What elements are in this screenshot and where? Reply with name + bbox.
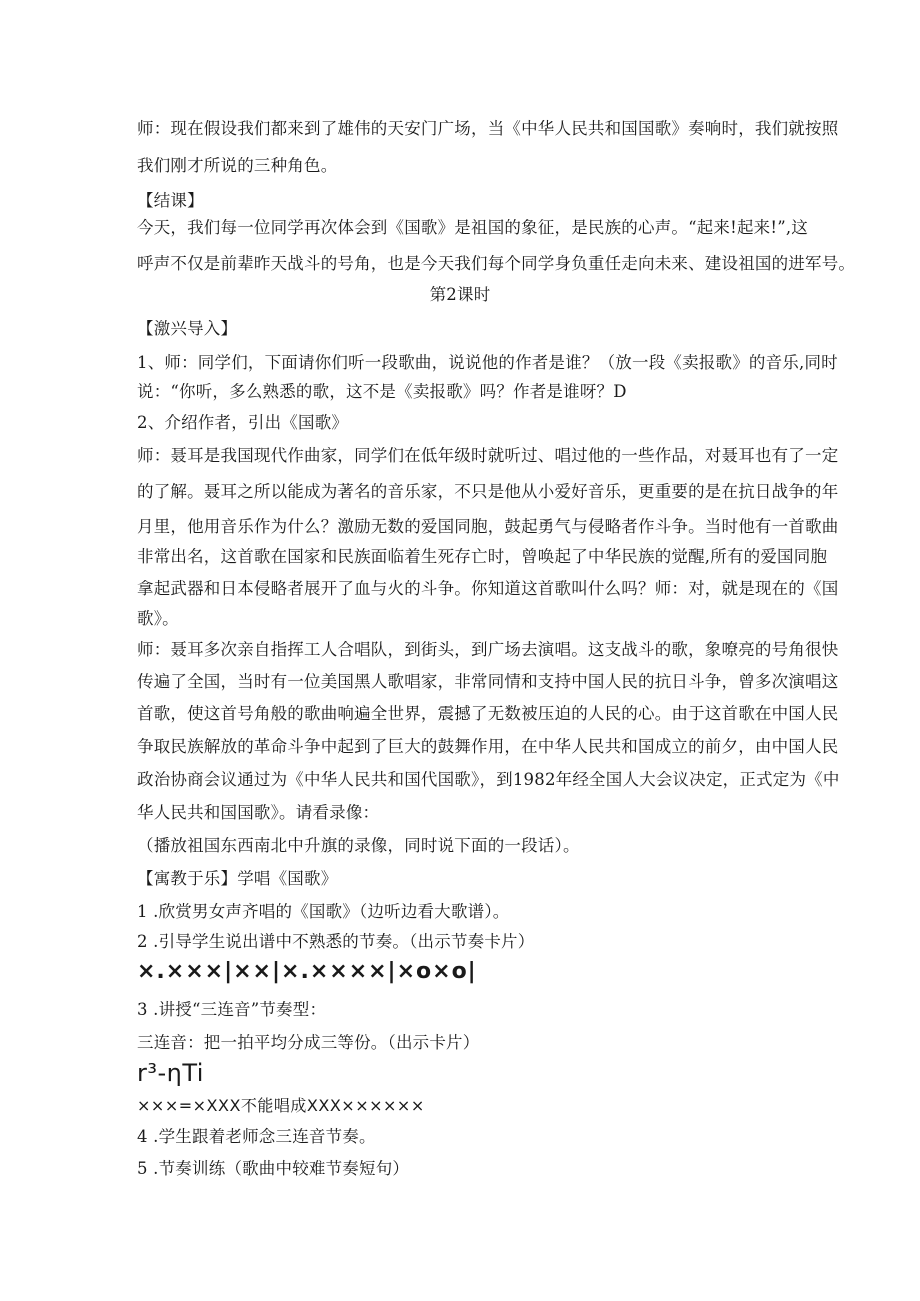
paragraph-line: 月里，他用音乐作为什么？激励无数的爱国同胞，鼓起勇气与侵略者作斗争。当时他有一首歌曲 — [137, 517, 839, 536]
section-heading-learn: 【寓教于乐】学唱《国歌》 — [137, 869, 338, 888]
paragraph-line: 华人民共和国国歌》。请看录像： — [137, 803, 380, 822]
list-item: 2 .引导学生说出谱中不熟悉的节奏。（出示节奏卡片） — [137, 932, 535, 951]
paragraph-line: 拿起武器和日本侵略者展开了血与火的斗争。你知道这首歌叫什么吗？师：对，就是现在的《国 — [137, 579, 839, 598]
paragraph-line: 首歌，使这首号角般的歌曲响遍全世界，震撼了无数被压迫的人民的心。由于这首歌在中国人民 — [137, 704, 839, 723]
list-item: 1 .欣赏男女声齐唱的《国歌》（边听边看大歌谱）。 — [137, 902, 510, 921]
list-item: 5 .节奏训练（歌曲中较难节奏短句） — [137, 1159, 410, 1178]
section-heading-intro: 【激兴导入】 — [137, 319, 238, 338]
triplet-rule: ×××=×XXX不能唱成XXX×××××× — [137, 1096, 425, 1115]
paragraph-line: 呼声不仅是前辈昨天战斗的号角，也是今天我们每个同学身负重任走向未来、建设祖国的进军号。 — [137, 254, 856, 273]
rhythm-notation: ×.×××|××|×.××××|×o×o| — [137, 959, 477, 984]
section-heading-closing: 【结课】 — [137, 191, 204, 210]
list-item: 4 .学生跟着老师念三连音节奏。 — [137, 1127, 376, 1146]
paragraph-line: 三连音：把一拍平均分成三等份。（出示卡片） — [137, 1033, 480, 1052]
triplet-notation: r³-ηTi — [137, 1059, 204, 1087]
paragraph-line: 政治协商会议通过为《中华人民共和国代国歌》，到1982年经全国人大会议决定，正式定为《中 — [137, 770, 840, 789]
paragraph-line: （播放祖国东西南北中升旗的录像，同时说下面的一段话）。 — [137, 836, 580, 855]
paragraph-line: 争取民族解放的革命斗争中起到了巨大的鼓舞作用，在中华人民共和国成立的前夕，由中国人民 — [137, 737, 839, 756]
list-item: 3 .讲授“三连音”节奏型： — [137, 1000, 327, 1019]
paragraph-line: 今天，我们每一位同学再次体会到《国歌》是祖国的象征，是民族的心声。“起来!起来!”,这 — [137, 218, 808, 237]
paragraph-line: 传遍了全国，当时有一位美国黑人歌唱家，非常同情和支持中国人民的抗日斗争，曾多次演唱这 — [137, 672, 839, 691]
paragraph-line: 师：聂耳是我国现代作曲家，同学们在低年级时就听过、唱过他的一些作品，对聂耳也有了一定 — [137, 446, 839, 465]
paragraph-line: 非常出名，这首歌在国家和民族面临着生死存亡时，曾唤起了中华民族的觉醒,所有的爱国同胞 — [137, 547, 828, 566]
paragraph-line: 我们刚才所说的三种角色。 — [137, 156, 338, 175]
paragraph-line: 歌》。 — [137, 609, 179, 628]
paragraph-line: 的了解。聂耳之所以能成为著名的音乐家，不只是他从小爱好音乐，更重要的是在抗日战争的年 — [137, 482, 839, 501]
paragraph-line: 师：现在假设我们都来到了雄伟的天安门广场，当《中华人民共和国国歌》奏响时，我们就按照 — [137, 119, 839, 138]
lesson-title: 第2课时 — [429, 285, 491, 304]
paragraph-line: 说：“你听，多么熟悉的歌，这不是《卖报歌》吗？作者是谁呀？D — [137, 382, 627, 401]
paragraph-line: 师：聂耳多次亲自指挥工人合唱队，到街头，到广场去演唱。这支战斗的歌，象嘹亮的号角很快 — [137, 640, 839, 659]
paragraph-line: 1、师：同学们，下面请你们听一段歌曲，说说他的作者是谁？（放一段《卖报歌》的音乐,同时 — [137, 353, 838, 372]
list-item: 2、介绍作者，引出《国歌》 — [137, 413, 349, 432]
